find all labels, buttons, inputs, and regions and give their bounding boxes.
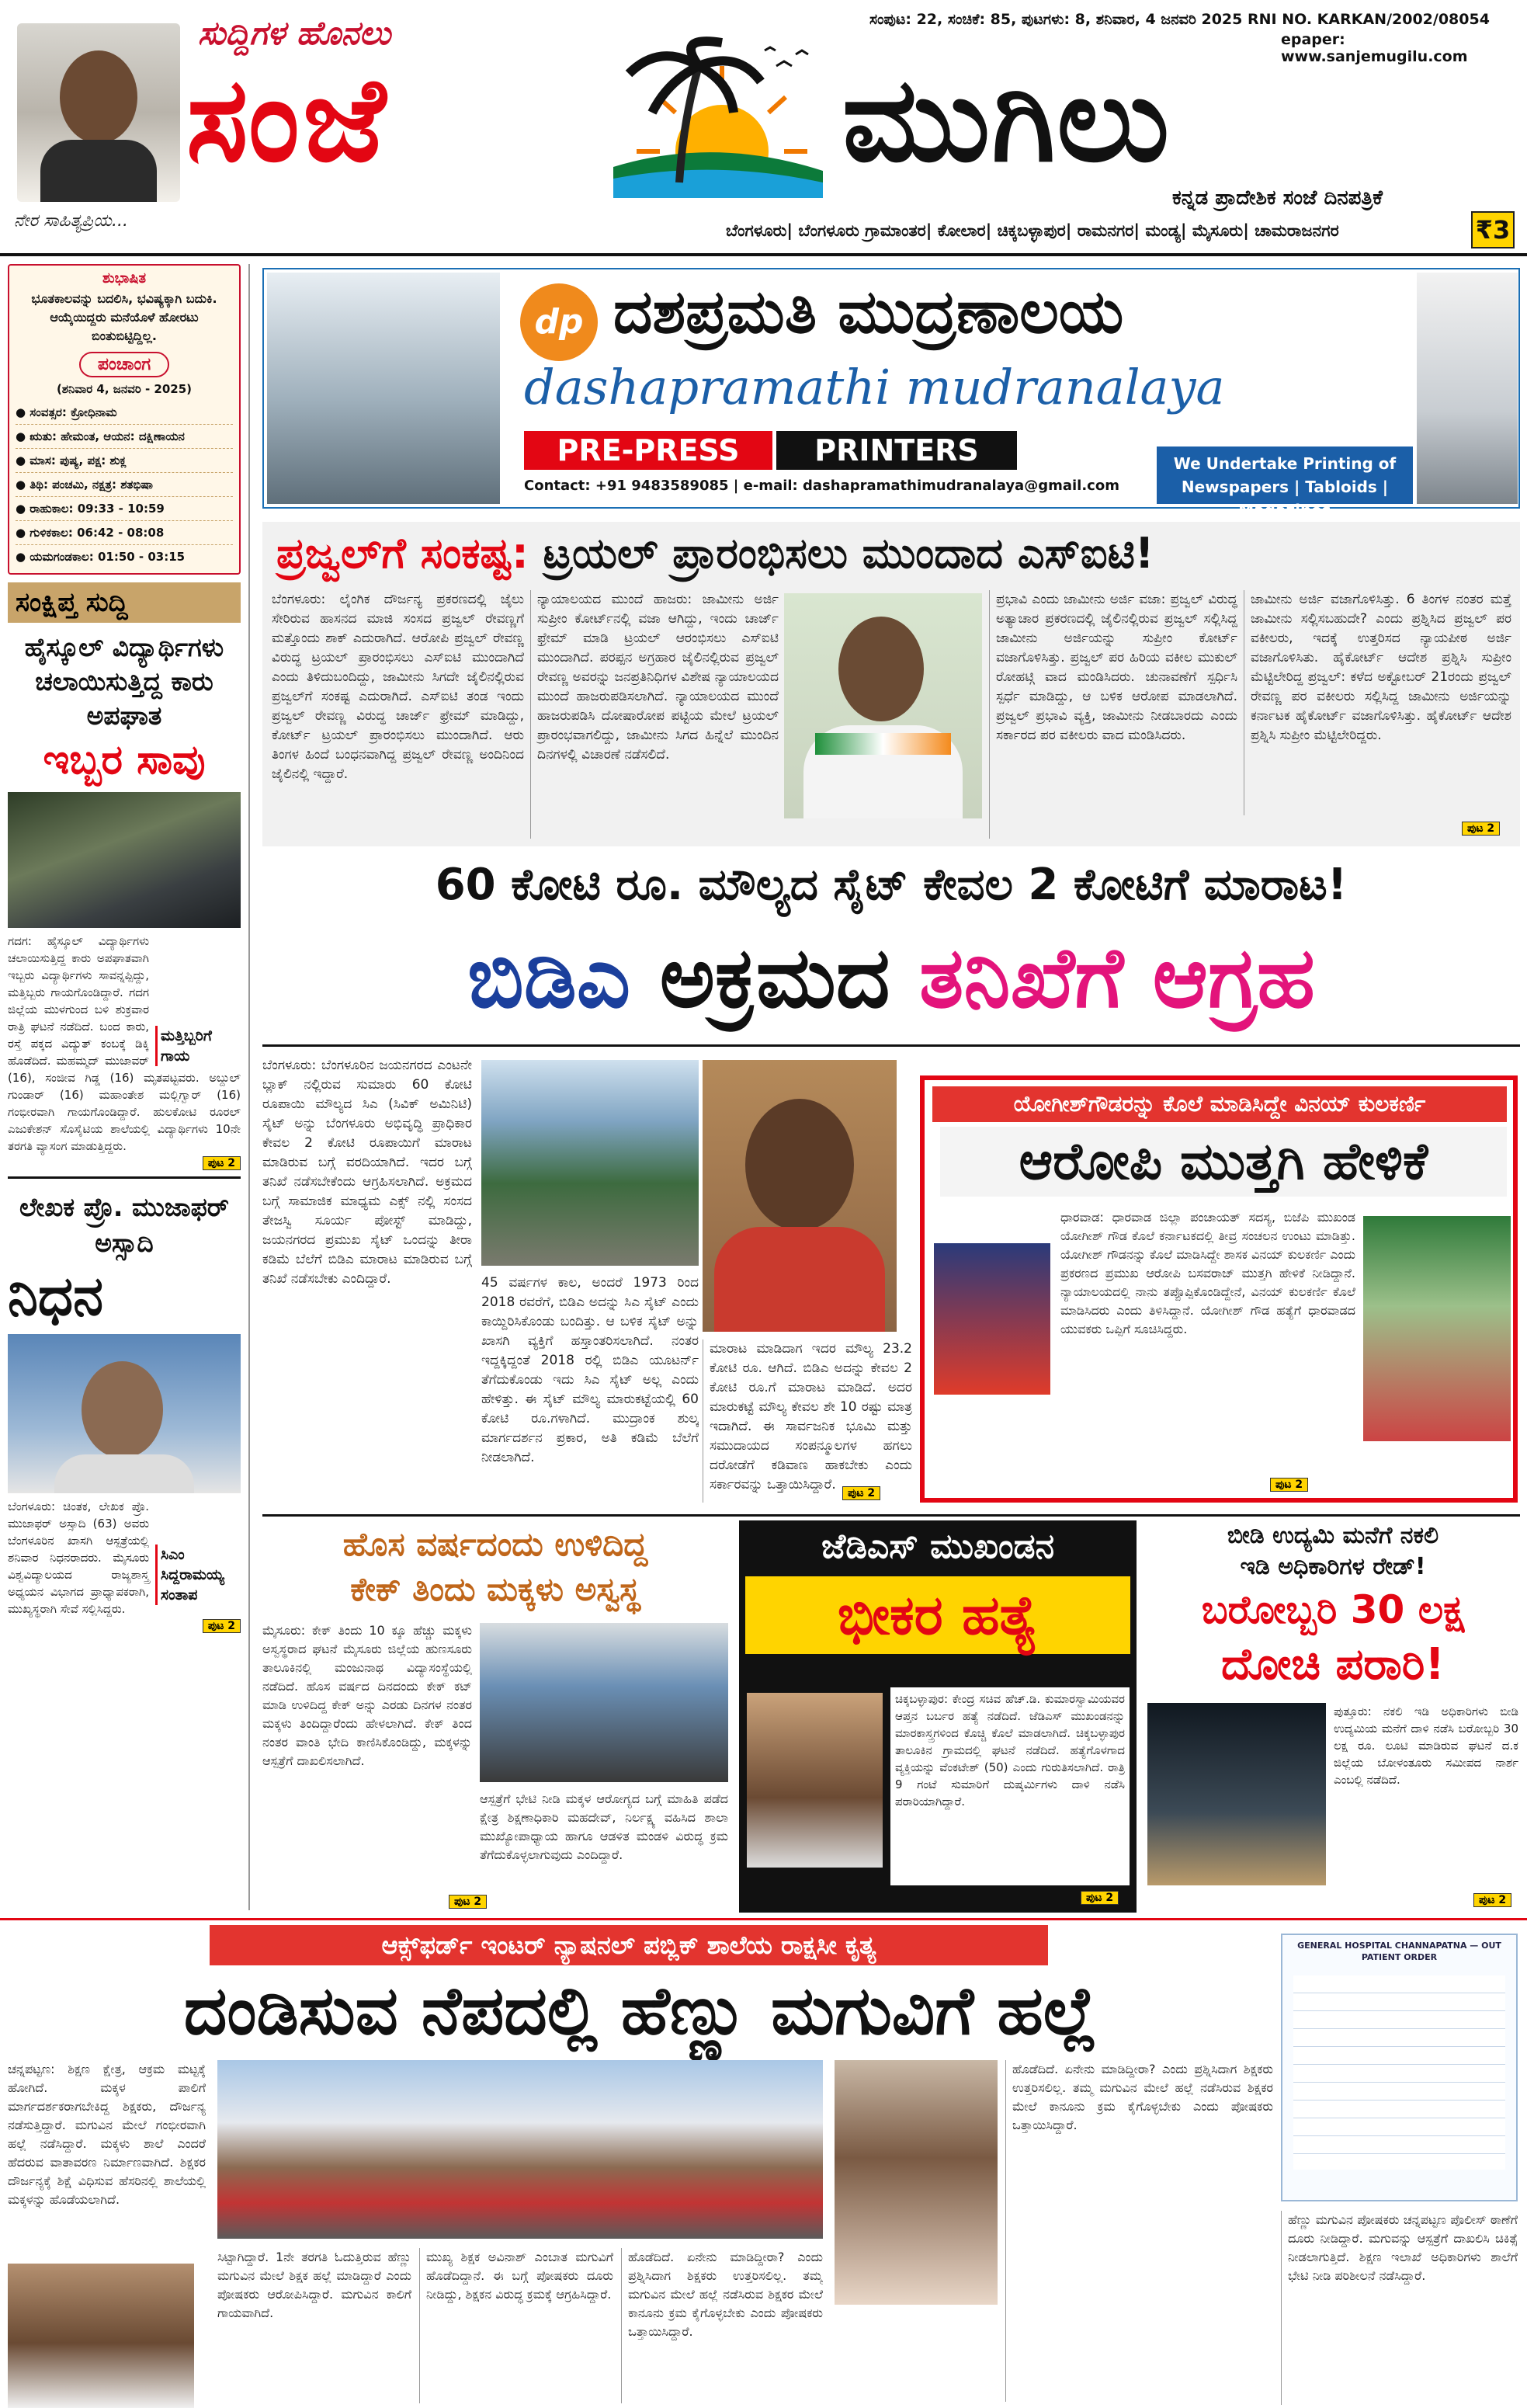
accident-photo bbox=[8, 792, 241, 928]
obit-text: ಬೆಂಗಳೂರು: ಚಿಂತಕ, ಲೇಖಕ ಪ್ರೊ. ಮುಜಾಫರ್ ಅಸ್ಸಾದಿ (63) ಅವರು ಬೆಂಗಳೂರಿನ ಖಾಸಗಿ ಆಸ್ಪತ್ರೆಯಲ್ಲಿ ಶನಿವಾರ ನಿಧನರಾದರು. ಮೈಸೂರು ವಿಶ್ವವಿದ್ಯಾಲಯದ ರಾಜ್ಯಶಾಸ್ತ್ರ ಅಧ್ಯಯನ ವಿಭಾಗದ ಪ್ರಾಧ್ಯಾಪಕರಾಗಿ, ಮುಖ್ಯಸ್ಥರಾಗಿ ಸೇವೆ ಸಲ್ಲಿಸಿದ್ದರು. bbox=[8, 1499, 149, 1616]
panchanga-item: ● ರಾಹುಕಾಲ: 09:33 - 10:59 bbox=[16, 496, 233, 520]
lead-col-4: ಜಾಮೀನು ಅರ್ಜಿ ವಜಾಗೊಳಿಸಿತ್ತು. 6 ತಿಂಗಳ ನಂತರ ಮತ್ತೆ ಜಾಮೀನು ಸಲ್ಲಿಸಬಹುದೇ? ಎಂದು ಪ್ರಶ್ನಿಸಿದ ಪ್ರಜ್ವಲ್ ಪರ ವಕೀಲರು, ಇದಕ್ಕೆ ಉತ್ತರಿಸದ ನ್ಯಾಯಪೀಠ ಅರ್ಜಿ ವಜಾಗೊಳಿಸಿತು. ಹೈಕೋರ್ಟ್ ಆದೇಶ ಪ್ರಶ್ನಿಸಿ ಸುಪ್ರೀಂ ಮೆಟ್ಟಿಲೇರಿದ್ದ ಪ್ರಜ್ವಲ್: ಕಳೆದ ಅಕ್ಟೋಬರ್ 21ರಂದು ಪ್ರಜ್ವಲ್ ರೇವಣ್ಣ ಪರ ವಕೀಲರು ಸಲ್ಲಿಸಿದ್ದ ಜಾಮೀನು ಅರ್ಜಿಯನ್ನು ಕರ್ನಾಟಕ ಹೈಕೋರ್ಟ್ ವಜಾಗೊಳಿಸಿತ್ತು. ಹೈಕೋರ್ಟ್ ಆದೇಶ ಪ್ರಶ್ನಿಸಿ ಸುಪ್ರೀಂ ಮೆಟ್ಟಿಲೇರಿದ್ದರು. bbox=[1244, 590, 1511, 815]
lead-headline-red: ಪ್ರಜ್ವಲ್‌ಗೆ ಸಂಕಷ್ಟ: bbox=[276, 529, 529, 578]
tejasvi-photo bbox=[703, 1060, 897, 1332]
accident-text: ಗದಗ: ಹೈಸ್ಕೂಲ್ ವಿದ್ಯಾರ್ಥಿಗಳು ಚಲಾಯಿಸುತ್ತಿದ್ದ ಕಾರು ಅಪಘಾತವಾಗಿ ಇಬ್ಬರು ವಿದ್ಯಾರ್ಥಿಗಳು ಸಾವನ್ನಪ್ಪಿದ್ದು, ಮತ್ತಿಬ್ಬರು ಗಾಯಗೊಂಡಿದ್ದಾರೆ. ಗದಗ ಜಿಲ್ಲೆಯ ಮುಳಗುಂದ ಬಳಿ ಶುಕ್ರವಾರ ರಾತ್ರಿ ಘಟನೆ ನಡೆದಿದೆ. ಬಂದ ಕಾರು, ರಸ್ತೆ ಪಕ್ಕದ ವಿದ್ಯುತ್ ಕಂಬಕ್ಕೆ ಡಿಕ್ಕಿ ಹೊಡೆದಿದೆ. ಮಹಮ್ಮದ್ ಮುಜಾವರ್ (16), ಸಂಜೀವ ಗಿಡ್ಡ (16) ಮೃತಪಟ್ಟವರು. ಅಬ್ದುಲ್ ಗುಂಡಾರ್ (16) ಮಹಾಂತೇಶ ಮಲ್ಲಿಗ್ವಾರ್ (16) ಗಂಭೀರವಾಗಿ ಗಾಯಗೊಂಡಿದ್ದಾರೆ. ಹುಲಕೋಟಿ ರೂರಲ್ ಎಜುಕೇಶನ್ ಸೊಸೈಟಿಯ ಶಾಲೆಯಲ್ಲಿ ವಿದ್ಯಾರ್ಥಿಗಳು 10ನೇ ತರಗತಿ ವ್ಯಾಸಂಗ ಮಾಡುತ್ತಿದ್ದರು. bbox=[8, 934, 241, 1153]
cake-col-2: ಆಸ್ಪತ್ರೆಗೆ ಭೇಟಿ ನೀಡಿ ಮಕ್ಕಳ ಆರೋಗ್ಯದ ಬಗ್ಗೆ ಮಾಹಿತಿ ಪಡೆದ ಕ್ಷೇತ್ರ ಶಿಕ್ಷಣಾಧಿಕಾರಿ ಮಹದೇವ್, ನಿರ್ಲಕ್ಷ್ಯ ವಹಿಸಿದ ಶಾಲಾ ಮುಖ್ಯೋಪಾಧ್ಯಾಯ ಹಾಗೂ ಆಡಳಿತ ಮಂಡಳಿ ವಿರುದ್ಧ ಕ್ರಮ ತೆಗೆದುಕೊಳ್ಳಲಾಗುವುದು ಎಂದಿದ್ದಾರೆ. bbox=[480, 1791, 728, 1862]
accused-teacher-photo bbox=[8, 2264, 194, 2408]
obit-big-headline: ನಿಧನ bbox=[8, 1264, 104, 1328]
school-col-2: ಸಿಟ್ಟಾಗಿದ್ದಾರೆ. 1ನೇ ತರಗತಿ ಓದುತ್ತಿರುವ ಹೆಣ್ಣು ಮಗುವಿನ ಮೇಲೆ ಶಿಕ್ಷಕ ಹಲ್ಲೆ ಮಾಡಿದ್ದಾರೆ ಎಂದು ಪೋಷಕರು ಆರೋಪಿಸಿದ್ದಾರೆ. ಮಗುವಿನ ಕಾಲಿಗೆ ಗಾಯವಾಗಿದೆ. bbox=[217, 2250, 411, 2320]
editions-line: ಬೆಂಗಳೂರು| ಬೆಂಗಳೂರು ಗ್ರಾಮಾಂತರ| ಕೋಲಾರ| ಚಿಕ್ಕಬಳ್ಳಾಪುರ| ರಾಮನಗರ| ಮಂಡ್ಯ| ಮೈಸೂರು| ಚಾಮರಾಜನಗರ bbox=[726, 221, 1339, 240]
editor-caption: ನೇರ ಸಾಹಿತ್ಯಪ್ರಿಯ... bbox=[14, 211, 128, 231]
obit-headline: ಲೇಖಕ ಪ್ರೊ. ಮುಜಾಫರ್ ಅಸ್ಸಾದಿ bbox=[19, 1192, 229, 1258]
dharwad-continued[interactable]: ಪುಟ 2 bbox=[1270, 1478, 1308, 1492]
panchanga-item: ● ಮಾಸ: ಪುಷ್ಯ, ಪಕ್ಷ: ಶುಕ್ಲ bbox=[16, 448, 233, 472]
school-col-1: ಚನ್ನಪಟ್ಟಣ: ಶಿಕ್ಷಣ ಕ್ಷೇತ್ರ, ಆಕ್ರಮ ಮಟ್ಟಕ್ಕೆ ಹೋಗಿದೆ. ಮಕ್ಕಳ ಪಾಲಿಗೆ ಮಾರ್ಗದರ್ಶಕರಾಗಬೇಕಿದ್ದ ಶಿಕ್ಷಕರು, ದೌರ್ಜನ್ಯ ನಡೆಸುತ್ತಿದ್ದಾರೆ. ಮಗುವಿನ ಮೇಲೆ ಗಂಭೀರವಾಗಿ ಹಲ್ಲೆ ನಡೆಸಿದ್ದಾರೆ. ಮಕ್ಕಳು ಶಾಲೆ ಎಂದರೆ ಹೆದರುವ ವಾತಾವರಣ ನಿರ್ಮಾಣವಾಗಿದೆ. ಶಿಕ್ಷಕರ ದೌರ್ಜನ್ಯಕ್ಕೆ ಶಿಕ್ಷೆ ವಿಧಿಸುವ ಹೆಸರಿನಲ್ಲಿ ಶಾಲೆಯಲ್ಲಿ ಮಕ್ಕಳನ್ನು ಹೊಡೆಯಲಾಗಿದೆ. bbox=[8, 2062, 206, 2207]
ad-logo bbox=[520, 283, 598, 361]
lead-col-1: ಬೆಂಗಳೂರು: ಲೈಂಗಿಕ ದೌರ್ಜನ್ಯ ಪ್ರಕರಣದಲ್ಲಿ ಜೈಲು ಸೇರಿರುವ ಹಾಸನದ ಮಾಜಿ ಸಂಸದ ಪ್ರಜ್ವಲ್ ರೇವಣ್ಣಗೆ ಮತ್ತೊಂದು ಶಾಕ್ ಎದುರಾಗಿದೆ. ಆರೋಪಿ ಪ್ರಜ್ವಲ್ ರೇವಣ್ಣ ವಿರುದ್ಧ ಟ್ರಯಲ್ ಪ್ರಾರಂಭಿಸಲು ಎಸ್‌ಐಟಿ ಮುಂದಾಗಿದೆ ಎಂದು ತಿಳಿದುಬಂದಿದ್ದು, ಜಾಮೀನು ಸಿಗದೇ ಜೈಲಿನಲ್ಲಿರುವ ಪ್ರಜ್ವಲ್‌ಗೆ ಸಂಕಷ್ಟ ಎದುರಾಗಿದೆ. ಎಸ್‌ಐಟಿ ತಂಡ ಇಂದು ಪ್ರಜ್ವಲ್ ರೇವಣ್ಣ ವಿರುದ್ಧ ಚಾರ್ಜ್ ಫ್ರೇಮ್ ಮಾಡಿದ್ದು, ಕೋರ್ಟ್ ಟ್ರಯಲ್ ಪ್ರಾರಂಭಿಸಲು ಮುಂದಾಗಿದೆ. ಆರು ತಿಂಗಳ ಹಿಂದೆ ಬಂಧನವಾಗಿದ್ದ ಪ್ರಜ್ವಲ್ ರೇವಣ್ಣ ಅಂದಿನಿಂದ ಜೈಲಿನಲ್ಲಿ ಇದ್ದಾರೆ. bbox=[272, 592, 524, 782]
sidebar bbox=[8, 264, 241, 1910]
school-col-4: ಹೊಡೆದಿದೆ. ಏನೇನು ಮಾಡಿದ್ದೀರಾ? ಎಂದು ಪ್ರಶ್ನಿಸಿದಾಗ ಶಿಕ್ಷಕರು ಉತ್ತರಿಸಲಿಲ್ಲ. ತಮ್ಮ ಮಗುವಿನ ಮೇಲೆ ಹಲ್ಲೆ ನಡೆಸಿರುವ ಶಿಕ್ಷಕರ ಮೇಲೆ ಕಾನೂನು ಕ್ರಮ ಕೈಗೊಳ್ಳಬೇಕು ಎಂದು ಪೋಷಕರು ಒತ್ತಾಯಿಸಿದ್ದಾರೆ. bbox=[1005, 2060, 1273, 2402]
cake-headline-2: ಕೇಕ್ ತಿಂದು ಮಕ್ಕಳು ಅಸ್ವಸ್ಥ bbox=[350, 1570, 640, 1608]
ad-undertake: We Undertake Printing of Newspapers | Tabloids | Magazines bbox=[1157, 447, 1413, 504]
printing-ad[interactable] bbox=[262, 268, 1520, 519]
lead-col-2: ನ್ಯಾಯಾಲಯದ ಮುಂದೆ ಹಾಜರು: ಜಾಮೀನು ಅರ್ಜಿ ಸುಪ್ರೀಂ ಕೋರ್ಟ್‌ನಲ್ಲಿ ವಜಾ ಆಗಿದ್ದು, ಇಂದು ಚಾರ್ಜ್ ಫ್ರೇಮ್ ಮಾಡಿ ಟ್ರಯಲ್ ಆರಂಭಿಸಲು ಎಸ್‌ಐಟಿ ಮುಂದಾಗಿದೆ. ಪರಪ್ಪನ ಅಗ್ರಹಾರ ಜೈಲಿನಲ್ಲಿರುವ ಪ್ರಜ್ವಲ್ ರೇವಣ್ಣ ಅವರನ್ನು ಜನಪ್ರತಿನಿಧಿಗಳ ವಿಶೇಷ ನ್ಯಾಯಾಲಯದ ಮುಂದೆ ಹಾಜರುಪಡಿಸಲಾಗಿದೆ. ನ್ಯಾಯಾಲಯದ ಮುಂದೆ ಹಾಜರುಪಡಿಸಿ ದೋಷಾರೋಪ ಪಟ್ಟಿಯ ಮೇಲೆ ಟ್ರಯಲ್ ಪ್ರಾರಂಭವಾಗಲಿದ್ದು, ಜಾಮೀನು ಸಿಗದ ಹಿನ್ನೆಲೆ ಮುಂದಿನ ದಿನಗಳಲ್ಲಿ ವಿಚಾರಣೆ ನಡೆಸಲಿದೆ. bbox=[530, 590, 779, 839]
panchanga-item: ● ತಿಥಿ: ಪಂಚಮಿ, ನಕ್ಷತ್ರ: ಶತಭಿಷಾ bbox=[16, 472, 233, 496]
issue-details: ಸಂಪುಟ: 22, ಸಂಚಿಕೆ: 85, ಪುಟಗಳು: 8, ಶನಿವಾರ, 4 ಜನವರಿ 2025 bbox=[869, 11, 1243, 28]
school-kicker: ಆಕ್ಸ್‌ಫರ್ಡ್ ಇಂಟರ್ ನ್ಯಾಷನಲ್ ಪಬ್ಲಿಕ್ ಶಾಲೆಯ ರಾಕ್ಷಸೀ ಕೃತ್ಯ bbox=[210, 1925, 1048, 1965]
ad-printers: PRINTERS bbox=[776, 431, 1017, 470]
dharwad-kicker: ಯೋಗೀಶ್‌ಗೌಡರನ್ನು ಕೊಲೆ ಮಾಡಿಸಿದ್ದೇ ವಿನಯ್ ಕುಲಕರ್ಣಿ bbox=[932, 1086, 1507, 1122]
ad-name-kn: ದಶಪ್ರಮತಿ ಮುದ್ರಣಾಲಯ bbox=[613, 277, 1124, 347]
rni-number: RNI NO. KARKAN/2002/08054 bbox=[1248, 11, 1490, 28]
panchanga-list bbox=[16, 401, 233, 568]
panchanga-item: ● ಸಂವತ್ಸರ: ಕ್ರೋಧಿನಾಮ bbox=[16, 405, 117, 419]
masthead-rule bbox=[0, 253, 1527, 256]
bda-kicker: 60 ಕೋಟಿ ರೂ. ಮೌಲ್ಯದ ಸೈಟ್ ಕೇವಲ 2 ಕೋಟಿಗೆ ಮಾರಾಟ! bbox=[435, 860, 1348, 910]
bda-headline-pink: ತನಿಖೆಗೆ ಆಗ್ರಹ bbox=[919, 929, 1315, 1027]
lead-continued[interactable]: ಪುಟ 2 bbox=[1462, 822, 1500, 836]
row2-rule bbox=[262, 1514, 1520, 1517]
jds-victim-photo bbox=[747, 1693, 883, 1868]
price-badge bbox=[1471, 211, 1515, 248]
school-rule-top bbox=[0, 1918, 1527, 1920]
muttagi-photo bbox=[1363, 1216, 1511, 1441]
masthead bbox=[0, 0, 1527, 260]
shubhashita-text: ಭೂತಕಾಲವನ್ನು ಬದಲಿಸಿ, ಭವಿಷ್ಯಕ್ಕಾಗಿ ಬದುಕಿ. ಆಯ್ಕೆಯಿದ್ದರು ಮನೆಯೊಳೆ ಹೋರಟು ಬಿಂತುಬಿಟ್ಟಿದ್ದಿಲ್ಲ. bbox=[31, 291, 217, 343]
cake-headline-1: ಹೊಸ ವರ್ಷದಂದು ಉಳಿದಿದ್ದ bbox=[342, 1525, 648, 1563]
price: ₹3 bbox=[1475, 215, 1511, 245]
ad-logo-text: dp bbox=[534, 302, 584, 342]
brief-label-text: ಸಂಕ್ಷಿಪ್ತ ಸುದ್ದಿ bbox=[16, 587, 128, 618]
robbery-headline-1: ಬರೋಬ್ಬರಿ 30 ಲಕ್ಷ bbox=[1201, 1587, 1465, 1632]
school-col-5: ಹೆಣ್ಣು ಮಗುವಿನ ಪೋಷಕರು ಚನ್ನಪಟ್ಟಣ ಪೊಲೀಸ್ ಠಾಣೆಗೆ ದೂರು ನೀಡಿದ್ದಾರೆ. ಮಗುವನ್ನು ಆಸ್ಪತ್ರೆಗೆ ದಾಖಲಿಸಿ ಚಿಕಿತ್ಸೆ ನೀಡಲಾಗುತ್ತಿದೆ. ಶಿಕ್ಷಣ ಇಲಾಖೆ ಅಧಿಕಾರಿಗಳು ಶಾಲೆಗೆ ಭೇಟಿ ನೀಡಿ ಪರಿಶೀಲನೆ ನಡೆಸಿದ್ದಾರೆ. bbox=[1281, 2211, 1518, 2405]
ad-machine-right bbox=[1417, 273, 1518, 504]
ad-machine-left bbox=[267, 273, 500, 504]
vinay-photo bbox=[934, 1243, 1050, 1395]
sidebar-rule bbox=[248, 264, 250, 1910]
ad-prepress: PRE-PRESS bbox=[524, 431, 772, 470]
robbery-kicker-2: ಇಡಿ ಅಧಿಕಾರಿಗಳ ರೇಡ್! bbox=[1240, 1553, 1426, 1580]
accident-big-headline: ಇಬ್ಬರ ಸಾವು bbox=[43, 737, 206, 784]
bda-headline-blue: ಬಿಡಿಎ bbox=[467, 929, 631, 1027]
cake-story bbox=[262, 1522, 728, 1914]
hospital-slip-title: GENERAL HOSPITAL CHANNAPATNA — OUT PATIENT ORDER bbox=[1297, 1941, 1501, 1962]
ad-contact: Contact: +91 9483589085 | e-mail: dashapramathimudranalaya@gmail.com bbox=[524, 478, 1119, 494]
school-story bbox=[0, 1922, 1527, 2408]
dharwad-headline: ಆರೋಪಿ ಮುತ್ತಗಿ ಹೇಳಿಕೆ bbox=[940, 1127, 1507, 1197]
school-headline: ದಂಡಿಸುವ ನೆಪದಲ್ಲಿ ಹೆಣ್ಣು ಮಗುವಿಗೆ ಹಲ್ಲೆ bbox=[183, 1972, 1098, 2050]
accident-continued[interactable]: ಪುಟ 2 bbox=[203, 1156, 241, 1170]
lead-story bbox=[262, 522, 1520, 846]
panchanga-item: ● ಋತು: ಹೇಮಂತ, ಆಯನ: ದಕ್ಷಿಣಾಯನ bbox=[16, 424, 233, 448]
bda-col-1: ಬೆಂಗಳೂರು: ಬೆಂಗಳೂರಿನ ಜಯನಗರದ ಎಂಟನೇ ಬ್ಲಾಕ್ ನಲ್ಲಿರುವ ಸುಮಾರು 60 ಕೋಟಿ ರೂಪಾಯಿ ಮೌಲ್ಯದ ಸಿಎ (ಸಿವಿಕ್ ಅಮಿನಿಟಿ) ಸೈಟ್ ಅನ್ನು ಬೆಂಗಳೂರು ಅಭಿವೃದ್ಧಿ ಪ್ರಾಧಿಕಾರ ಕೇವಲ 2 ಕೋಟಿ ರೂಪಾಯಿಗೆ ಮಾರಾಟ ಮಾಡಿರುವ ಬಗ್ಗೆ ವರದಿಯಾಗಿದೆ. ಇದರ ಬಗ್ಗೆ ತನಿಖೆ ನಡೆಸಬೇಕೆಂದು ಆಗ್ರಹಿಸಲಾಗಿದೆ. ಅಕ್ರಮದ ಬಗ್ಗೆ ಸಾಮಾಜಿಕ ಮಾಧ್ಯಮ ಎಕ್ಸ್ ನಲ್ಲಿ ಸಂಸದ ತೇಜಸ್ವಿ ಸೂರ್ಯ ಪೋಸ್ಟ್ ಮಾಡಿದ್ದು, ಜಯನಗರದ ಪ್ರಮುಖ ಸೈಟ್ ಒಂದನ್ನು ತೀರಾ ಕಡಿಮೆ ಬೆಲೆಗೆ ಬಿಡಿಎ ಮಾರಾಟ ಮಾಡಿರುವ ಬಗ್ಗೆ ತನಿಖೆ ನಡೆಸಬೇಕು ಎಂದಿದ್ದಾರೆ. bbox=[262, 1058, 472, 1287]
school-building-photo bbox=[217, 2060, 823, 2239]
dharwad-box bbox=[920, 1075, 1518, 1503]
robbery-continued[interactable]: ಪುಟ 2 bbox=[1473, 1893, 1511, 1907]
jds-headline: ಭೀಕರ ಹತ್ಯೆ bbox=[745, 1576, 1130, 1654]
bda-rule bbox=[262, 1044, 1520, 1047]
cake-col-1: ಮೈಸೂರು: ಕೇಕ್ ತಿಂದು 10 ಕ್ಕೂ ಹೆಚ್ಚು ಮಕ್ಕಳು ಅಸ್ವಸ್ಥರಾದ ಘಟನೆ ಮೈಸೂರು ಜಿಲ್ಲೆಯ ಹುಣಸೂರು ತಾಲೂಕಿನಲ್ಲಿ ಮಂಜುನಾಥ ವಿದ್ಯಾಸಂಸ್ಥೆಯಲ್ಲಿ ನಡೆದಿದೆ. ಹೊಸ ವರ್ಷದ ದಿನದಂದು ಕೇಕ್ ಕಟ್ ಮಾಡಿ ಉಳಿದಿದ್ದ ಕೇಕ್ ಅನ್ನು ಎರಡು ದಿನಗಳ ನಂತರ ಮಕ್ಕಳು ತಿಂದಿದ್ದಾರೆಂದು ಹೇಳಲಾಗಿದೆ. ಕೇಕ್ ತಿಂದ ನಂತರ ವಾಂತಿ ಭೇದಿ ಕಾಣಿಸಿಕೊಂಡಿದ್ದು, ಮಕ್ಕಳನ್ನು ಆಸ್ಪತ್ರೆಗೆ ದಾಖಲಿಸಲಾಗಿದೆ. bbox=[262, 1623, 472, 1768]
obit-photo bbox=[8, 1334, 241, 1493]
girl-photo bbox=[835, 2060, 998, 2305]
issue-line bbox=[869, 11, 1490, 28]
bda-col-2: 45 ವರ್ಷಗಳ ಕಾಲ, ಅಂದರೆ 1973 ರಿಂದ 2018 ರವರೆಗೆ, ಬಿಡಿಎ ಅದನ್ನು ಸಿಎ ಸೈಟ್ ಎಂದು ಕಾಯ್ದಿರಿಸಿಕೊಂಡು ಬಂದಿತ್ತು. ಆ ಬಳಿಕ ಸೈಟ್ ಅನ್ನು ಖಾಸಗಿ ವ್ಯಕ್ತಿಗೆ ಹಸ್ತಾಂತರಿಸಲಾಗಿದೆ. ನಂತರ ಇದ್ದಕ್ಕಿದ್ದಂತೆ 2018 ರಲ್ಲಿ ಬಿಡಿಎ ಯೂಟರ್ನ್ ತೆಗೆದುಕೊಂಡು ಇದು ಸಿಎ ಸೈಟ್ ಅಲ್ಲ ಎಂದು ಹೇಳಿತ್ತು. ಈ ಸೈಟ್ ಮೌಲ್ಯ ಮಾರುಕಟ್ಟೆಯಲ್ಲಿ 60 ಕೋಟಿ ರೂ.ಗಳಾಗಿದೆ. ಮುದ್ರಾಂಕ ಶುಲ್ಕ ಮಾರ್ಗದರ್ಶನ ಪ್ರಕಾರ, ಅತಿ ಕಡಿಮೆ ಬೆಲೆಗೆ ನೀಡಲಾಗಿದೆ. bbox=[481, 1275, 699, 1465]
prajwal-photo bbox=[784, 593, 982, 818]
panchanga-date: (ಶನಿವಾರ 4, ಜನವರಿ - 2025) bbox=[56, 382, 193, 396]
jds-story bbox=[739, 1520, 1137, 1913]
jds-kicker: ಜೆಡಿಎಸ್ ಮುಖಂಡನ bbox=[821, 1527, 1055, 1566]
robbery-headline-2: ದೋಚಿ ಪರಾರಿ! bbox=[1221, 1639, 1445, 1690]
shubhashita-box bbox=[8, 264, 241, 575]
bda-office-photo bbox=[481, 1060, 699, 1266]
jds-continued[interactable]: ಪುಟ 2 bbox=[1081, 1891, 1119, 1905]
subtitle: ಕನ್ನಡ ಪ್ರಾದೇಶಿಕ ಸಂಜೆ ದಿನಪತ್ರಿಕೆ bbox=[1172, 186, 1383, 210]
cake-continued[interactable]: ಪುಟ 2 bbox=[449, 1895, 487, 1909]
lead-headline-black: ಟ್ರಯಲ್ ಪ್ರಾರಂಭಿಸಲು ಮುಂದಾದ ಎಸ್‌ಐಟಿ! bbox=[543, 529, 1154, 578]
bda-headline-black: ಅಕ್ರಮದ bbox=[659, 929, 890, 1027]
hospital-slip bbox=[1281, 1934, 1518, 2201]
accident-side-box: ಮತ್ತಿಬ್ಬರಿಗೆ ಗಾಯ bbox=[155, 1026, 241, 1066]
panchanga-item: ● ಯಮಗಂಡಕಾಲ: 01:50 - 03:15 bbox=[16, 544, 233, 568]
robbery-house-photo bbox=[1147, 1703, 1326, 1885]
title-left: ಸಂಜೆ bbox=[186, 53, 389, 188]
tagline: ಸುದ್ದಿಗಳ ಹೊನಲು bbox=[198, 14, 391, 52]
editor-photo bbox=[17, 23, 180, 202]
panchanga-item: ● ಗುಳಿಕಕಾಲ: 06:42 - 08:08 bbox=[16, 520, 233, 544]
robbery-kicker-1: ಬೀಡಿ ಉದ್ಯಮಿ ಮನೆಗೆ ನಕಲಿ bbox=[1227, 1522, 1439, 1549]
lead-headline bbox=[276, 526, 1154, 581]
dharwad-text: ಧಾರವಾಡ: ಧಾರವಾಡ ಜಿಲ್ಲಾ ಪಂಚಾಯತ್ ಸದಸ್ಯ, ಬಿಜೆಪಿ ಮುಖಂಡ ಯೋಗೀಶ್ ಗೌಡ ಕೊಲೆ ಕರ್ನಾಟಕದಲ್ಲಿ ತೀವ್ರ ಸಂಚಲನ ಉಂಟು ಮಾಡಿತ್ತು. ಯೋಗೀಶ್ ಗೌಡನನ್ನು ಕೊಲೆ ಮಾಡಿಸಿದ್ದೇ ಶಾಸಕ ವಿನಯ್ ಕುಲಕರ್ಣಿ ಎಂದು ಪ್ರಕರಣದ ಪ್ರಮುಖ ಆರೋಪಿ ಬಸವರಾಜ್ ಮುತ್ತಗಿ ಹೇಳಿಕೆ ನೀಡಿದ್ದಾನೆ. ನ್ಯಾಯಾಲಯದಲ್ಲಿ ನಾನು ತಪ್ಪೊಪ್ಪಿಕೊಂಡಿದ್ದೇನೆ, ವಿನಯ್ ಕುಲಕರ್ಣಿ ಕೊಲೆ ಮಾಡಿಸಿದರು ಎಂದು ತಿಳಿಸಿದ್ದಾನೆ. ಯೋಗೀಶ್ ಗೌಡ ಹತ್ಯೆಗೆ ಧಾರವಾಡದ ಯುವಕರು ಒಪ್ಪಿಗೆ ಸೂಚಿಸಿದ್ದರು. bbox=[1060, 1210, 1355, 1336]
palm-sun-logo bbox=[598, 35, 831, 198]
bda-headline bbox=[262, 920, 1520, 1037]
brief-label bbox=[8, 582, 241, 623]
ad-name-en: dashapramathi mudranalaya bbox=[524, 359, 1225, 415]
epaper-link[interactable]: epaper: www.sanjemugilu.com bbox=[1281, 31, 1468, 65]
school-col-3b: ಹೊಡೆದಿದೆ. ಏನೇನು ಮಾಡಿದ್ದೀರಾ? ಎಂದು ಪ್ರಶ್ನಿಸಿದಾಗ ಶಿಕ್ಷಕರು ಉತ್ತರಿಸಲಿಲ್ಲ. ತಮ್ಮ ಮಗುವಿನ ಮೇಲೆ ಹಲ್ಲೆ ನಡೆಸಿರುವ ಶಿಕ್ಷಕರ ಮೇಲೆ ಕಾನೂನು ಕ್ರಮ ಕೈಗೊಳ್ಳಬೇಕು ಎಂದು ಪೋಷಕರು ಒತ್ತಾಯಿಸಿದ್ದಾರೆ. bbox=[621, 2248, 823, 2403]
title-right: ಮುಗಿಲು bbox=[842, 53, 1171, 188]
accident-headline: ಹೈಸ್ಕೂಲ್ ವಿದ್ಯಾರ್ಥಿಗಳು ಚಲಾಯಿಸುತ್ತಿದ್ದ ಕಾರು ಅಪಘಾತ bbox=[24, 632, 224, 731]
robbery-story bbox=[1147, 1520, 1518, 1913]
cake-photo bbox=[480, 1623, 728, 1782]
shubhashita-label: ಶುಭಾಷಿತ bbox=[102, 270, 147, 287]
bda-continued[interactable]: ಪುಟ 2 bbox=[842, 1486, 880, 1500]
robbery-text: ಪುತ್ತೂರು: ನಕಲಿ ಇಡಿ ಅಧಿಕಾರಿಗಳು ಬೀಡಿ ಉದ್ಯಮಿಯ ಮನೆಗೆ ದಾಳಿ ನಡೆಸಿ ಬರೋಬ್ಬರಿ 30 ಲಕ್ಷ ರೂ. ಲೂಟಿ ಮಾಡಿರುವ ಘಟನೆ ದ.ಕ ಜಿಲ್ಲೆಯ ಬೋಳಂತೂರು ಸಮೀಪದ ನಾರ್ಶ ಎಂಬಲ್ಲಿ ನಡೆದಿದೆ. bbox=[1334, 1704, 1518, 1787]
obit-continued[interactable]: ಪುಟ 2 bbox=[203, 1619, 241, 1633]
lead-col-3: ಪ್ರಭಾವಿ ಎಂದು ಜಾಮೀನು ಅರ್ಜಿ ವಜಾ: ಪ್ರಜ್ವಲ್ ವಿರುದ್ಧ ಅತ್ಯಾಚಾರ ಪ್ರಕರಣದಲ್ಲಿ ಜೈಲಿನಲ್ಲಿರುವ ಪ್ರಜ್ವಲ್ ಸಲ್ಲಿಸಿದ್ದ ಜಾಮೀನು ಅರ್ಜಿಯನ್ನು ಸುಪ್ರೀಂ ಕೋರ್ಟ್ ವಜಾಗೊಳಿಸಿತ್ತು. ಪ್ರಜ್ವಲ್ ಪರ ಹಿರಿಯ ವಕೀಲ ಮುಕುಲ್ ರೋಹಟ್ಗಿ ವಾದ ಮಂಡಿಸಿದರು. ಚುನಾವಣೆಗೆ ಸ್ಪರ್ಧಿಸಿ ಸ್ಪರ್ಧೆ ಮಾಡಿದ್ದು, ಆ ಬಳಿಕ ಆರೋಪ ಮಾಡಲಾಗಿದೆ. ಪ್ರಜ್ವಲ್ ಪ್ರಭಾವಿ ವ್ಯಕ್ತಿ, ಜಾಮೀನು ನೀಡಬಾರದು ಎಂದು ಸರ್ಕಾರದ ಪರ ವಕೀಲರು ವಾದ ಮಂಡಿಸಿದರು. bbox=[989, 590, 1237, 839]
obit-side-box: ಸಿಎಂ ಸಿದ್ದರಾಮಯ್ಯ ಸಂತಾಪ bbox=[155, 1545, 241, 1605]
school-col-3: ಮುಖ್ಯ ಶಿಕ್ಷಕ ಅವಿನಾಶ್ ಎಂಬಾತ ಮಗುವಿಗೆ ಹೊಡೆದಿದ್ದಾನೆ. ಈ ಬಗ್ಗೆ ಪೋಷಕರು ದೂರು ನೀಡಿದ್ದು, ಶಿಕ್ಷಕನ ವಿರುದ್ಧ ಕ್ರಮಕ್ಕೆ ಆಗ್ರಹಿಸಿದ್ದಾರೆ. bbox=[419, 2248, 613, 2403]
panchanga-label: ಪಂಚಾಂಗ bbox=[79, 352, 169, 377]
bda-col-3: ಮಾರಾಟ ಮಾಡಿದಾಗ ಇದರ ಮೌಲ್ಯ 23.2 ಕೋಟಿ ರೂ. ಆಗಿದೆ. ಬಿಡಿಎ ಅದನ್ನು ಕೇವಲ 2 ಕೋಟಿ ರೂ.ಗೆ ಮಾರಾಟ ಮಾಡಿದೆ. ಅದರ ಮಾರುಕಟ್ಟೆ ಮೌಲ್ಯ ಕೇವಲ ಶೇ 10 ರಷ್ಟು ಮಾತ್ರ ಇದಾಗಿದೆ. ಈ ಸಾರ್ವಜನಿಕ ಭೂಮಿ ಮತ್ತು ಸಮುದಾಯದ ಸಂಪನ್ಮೂಲಗಳ ಹಗಲು ದರೋಡೆಗೆ ಕಡಿವಾಣ ಹಾಕಬೇಕು ಎಂದು ಸರ್ಕಾರವನ್ನು ಒತ್ತಾಯಿಸಿದ್ದಾರೆ. bbox=[703, 1340, 912, 1503]
jds-text: ಚಿಕ್ಕಬಳ್ಳಾಪುರ: ಕೇಂದ್ರ ಸಚಿವ ಹೆಚ್.ಡಿ. ಕುಮಾರಸ್ವಾಮಿಯವರ ಆಪ್ತನ ಬರ್ಬರ ಹತ್ಯೆ ನಡೆದಿದೆ. ಜೆಡಿಎಸ್ ಮುಖಂಡನನ್ನು ಮಾರಕಾಸ್ತ್ರಗಳಿಂದ ಕೊಚ್ಚಿ ಕೊಲೆ ಮಾಡಲಾಗಿದೆ. ಚಿಕ್ಕಬಳ್ಳಾಪುರ ತಾಲೂಕಿನ ಗ್ರಾಮದಲ್ಲಿ ಘಟನೆ ನಡೆದಿದೆ. ಹತ್ಯೆಗೊಳಗಾದ ವ್ಯಕ್ತಿಯನ್ನು ವೆಂಕಟೇಶ್ (50) ಎಂದು ಗುರುತಿಸಲಾಗಿದೆ. ರಾತ್ರಿ 9 ಗಂಟೆ ಸುಮಾರಿಗೆ ದುಷ್ಕರ್ಮಿಗಳು ದಾಳಿ ನಡೆಸಿ ಪರಾರಿಯಾಗಿದ್ದಾರೆ. bbox=[890, 1687, 1130, 1885]
